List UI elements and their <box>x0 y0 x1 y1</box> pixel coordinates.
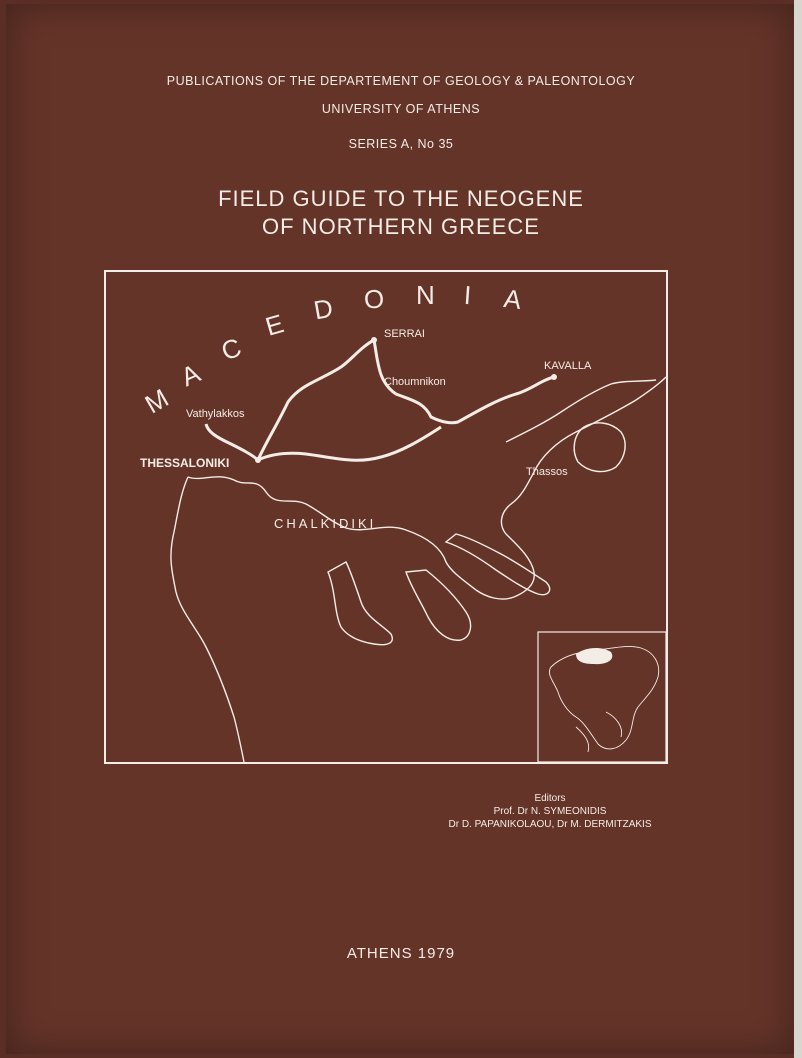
university-line: UNIVERSITY OF ATHENS <box>321 102 481 116</box>
west-coast <box>171 477 244 762</box>
region-letter-a: A <box>176 357 205 393</box>
region-letter-e: E <box>262 308 288 342</box>
editors-block <box>420 792 680 831</box>
label-kavalla: KAVALLA <box>544 360 592 372</box>
sithonia-peninsula <box>406 570 471 640</box>
region-letter-m: M <box>139 382 174 420</box>
title-line-2: OF NORTHERN GREECE <box>262 214 540 239</box>
thessaloniki-dot <box>255 457 261 463</box>
kassandra-peninsula <box>328 562 392 645</box>
region-letter-c: C <box>217 331 246 367</box>
kavalla-dot <box>551 374 557 380</box>
region-letter-o: O <box>362 283 386 315</box>
field-route <box>206 340 554 460</box>
label-chalkidiki: CHALKIDIKI <box>274 516 377 531</box>
series-line: SERIES A, No 35 <box>348 137 454 151</box>
page-edge <box>794 0 802 1058</box>
inset-highlight <box>576 648 612 664</box>
imprint: ATHENS 1979 <box>346 945 456 962</box>
label-thassos: Thassos <box>526 466 568 478</box>
editors-heading: Editors <box>534 793 566 804</box>
label-serrai: SERRAI <box>384 328 425 340</box>
map-frame <box>104 270 668 764</box>
region-letter-i: I <box>462 279 473 311</box>
label-vathylakkos: Vathylakkos <box>186 408 245 420</box>
region-letter-n: N <box>416 280 435 310</box>
title-line-1: FIELD GUIDE TO THE NEOGENE <box>218 186 584 211</box>
map-drawing <box>106 272 666 762</box>
publisher-line: PUBLICATIONS OF THE DEPARTEMENT OF GEOLOGY & PALEONTOLOGY <box>166 74 636 88</box>
region-letter-a2: A <box>502 282 524 316</box>
serrai-dot <box>371 337 377 343</box>
label-choumnikon: Choumnikon <box>384 376 446 388</box>
athos-peninsula <box>446 534 550 595</box>
label-thessaloniki: THESSALONIKI <box>140 456 230 470</box>
thassos-island <box>574 423 625 472</box>
editors-line-1: Prof. Dr N. SYMEONIDIS <box>493 806 607 817</box>
region-letter-d: D <box>311 292 336 326</box>
editors-line-2: Dr D. PAPANIKOLAOU, Dr M. DERMITZAKIS <box>448 819 652 830</box>
